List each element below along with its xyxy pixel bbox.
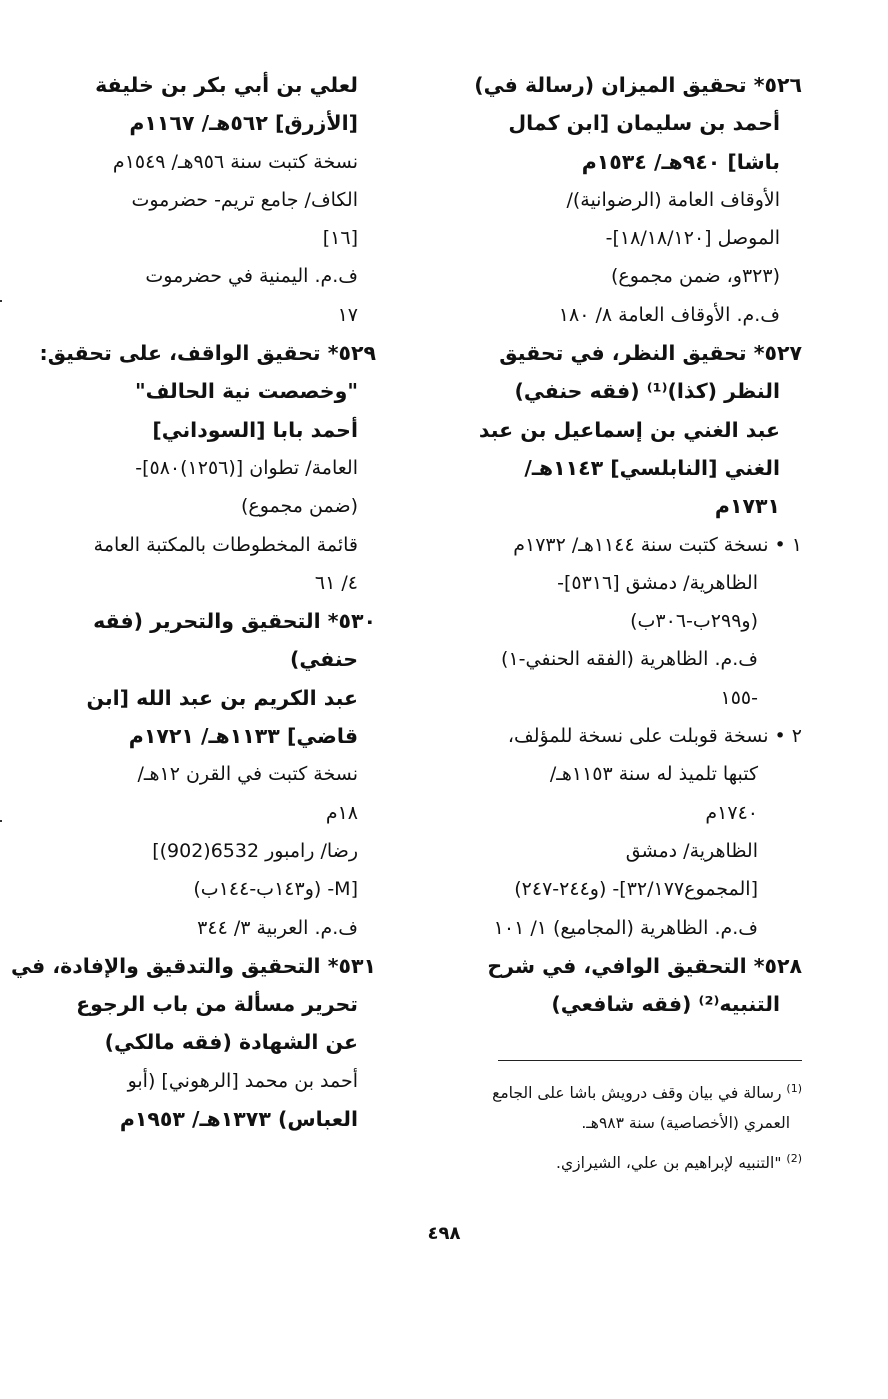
text-line: ١٧٣١م [714, 494, 780, 519]
text-line: العباس) ١٣٧٣هـ/ ١٩٥٣م [119, 1107, 358, 1132]
text-line: ٥٣١* التحقيق والتدقيق والإفادة، في [11, 953, 376, 978]
text-line: كتبها تلميذ له سنة ١١٥٣هـ/ [549, 763, 758, 786]
text-line: ٥٢٧* تحقيق النظر، في تحقيق [499, 341, 802, 366]
text-line: ٥٢٩* تحقيق الواقف، على تحقيق: [39, 341, 376, 366]
text-line: ١٨م [325, 801, 358, 824]
scan-mark [0, 300, 2, 302]
text-line: (ضمن مجموع) [240, 495, 358, 518]
text-line: [الأزرق] ٥٦٢هـ/ ١١٦٧م [129, 111, 358, 136]
text-line: ٤/ ٦١ [314, 571, 358, 594]
text-line: ٢ • نسخة قوبلت على نسخة للمؤلف، [507, 725, 802, 748]
text-line: قاضي] ١١٣٣هـ/ ١٧٢١م [128, 724, 358, 749]
text-line: رضا/ رامبور 6532(902)] [152, 839, 358, 862]
text-line: عن الشهادة (فقه مالكي) [104, 1030, 358, 1055]
footnote-separator [498, 1060, 802, 1061]
text-line: ٥٢٦* تحقيق الميزان (رسالة في) [474, 73, 802, 97]
text-line: الأوقاف العامة (الرضوانية)/ [566, 188, 780, 211]
footnote-text: العمري (الأخصاصية) سنة ٩٨٣هـ. [581, 1114, 790, 1132]
footnote-marker: (1) [786, 1082, 802, 1095]
footnote-text: "التنبيه لإبراهيم بن علي، الشيرازي. [556, 1154, 782, 1173]
scan-mark [0, 820, 2, 822]
text-line: [١٦] [322, 227, 358, 250]
text-line: أحمد بن سليمان [ابن كمال [508, 111, 780, 136]
page-number: ٤٩٨ [427, 1223, 461, 1244]
text-line: تحرير مسألة من باب الرجوع [76, 992, 358, 1017]
text-line: ٥٣٠* التحقيق والتحرير (فقه [93, 609, 376, 634]
text-line: لعلي بن أبي بكر بن خليفة [95, 73, 358, 97]
text-line: الغني [النابلسي] ١١٤٣هـ/ [524, 455, 780, 480]
text-line: ف.م. اليمنية في حضرموت [145, 265, 358, 288]
text-line: ٥٢٨* التحقيق الوافي، في شرح [487, 953, 802, 978]
text-line: التنبيه⁽²⁾ (فقه شافعي) [551, 992, 780, 1017]
text-line: ف.م. الظاهرية (الفقه الحنفي-١) [501, 648, 758, 671]
text-line: نسخة كتبت في القرن ١٢هـ/ [137, 763, 358, 786]
footnote-2 [442, 1141, 802, 1181]
text-line: "وخصصت نية الحالف" [134, 379, 358, 404]
text-line: ١ • نسخة كتبت سنة ١١٤٤هـ/ ١٧٣٢م [513, 533, 802, 556]
footnote-text: رسالة في بيان وقف درويش باشا على الجامع [492, 1084, 782, 1103]
text-line: أحمد بابا [السوداني] [152, 417, 358, 442]
text-line: ف.م. العربية ٣/ ٣٤٤ [197, 916, 358, 939]
text-line: قائمة المخطوطات بالمكتبة العامة [93, 533, 358, 556]
text-line: النظر (كذا)⁽¹⁾ (فقه حنفي) [514, 379, 780, 404]
text-line: الموصل [١٨/١٨/١٢٠]- [605, 227, 780, 250]
text-line: الظاهرية/ دمشق [٥٣١٦]- [557, 571, 758, 594]
text-line: نسخة كتبت سنة ٩٥٦هـ/ ١٥٤٩م [112, 150, 358, 173]
text-line: باشا] ٩٤٠هـ/ ١٥٣٤م [581, 149, 780, 174]
text-line: [المجموع٣٢/١٧٧]- (و٢٤٤-٢٤٧) [514, 878, 758, 901]
text-line: (و٢٩٩ب-٣٠٦ب) [630, 610, 758, 633]
text-line: ف.م. الأوقاف العامة ٨/ ١٨٠ [558, 303, 780, 326]
text-line: الظاهرية/ دمشق [625, 839, 758, 862]
text-line: (٣٢٣و، ضمن مجموع) [610, 265, 780, 288]
footnote-marker: (2) [786, 1152, 802, 1165]
right-column [474, 66, 802, 1023]
text-line: ف.م. الظاهرية (المجاميع) ١/ ١٠١ [493, 916, 758, 939]
text-line: أحمد بن محمد [الرهوني] (أبو [127, 1069, 358, 1092]
left-column [11, 66, 376, 1138]
text-line: [M- (و١٤٣ب-١٤٤ب) [193, 878, 358, 901]
text-line: -١٥٥ [720, 686, 758, 709]
text-line: عبد الكريم بن عبد الله [ابن [86, 685, 358, 710]
text-line: عبد الغني بن إسماعيل بن عبد [478, 417, 780, 442]
text-line: العامة/ تطوان [(١٢٥٦)٥٨٠]- [135, 456, 358, 479]
text-line: ١٧٤٠م [705, 801, 758, 824]
footnote-1-cont [430, 1106, 802, 1141]
text-line: الكاف/ جامع تريم- حضرموت [131, 188, 358, 211]
text-line: ١٧ [337, 303, 358, 326]
text-line: حنفي) [289, 647, 358, 672]
